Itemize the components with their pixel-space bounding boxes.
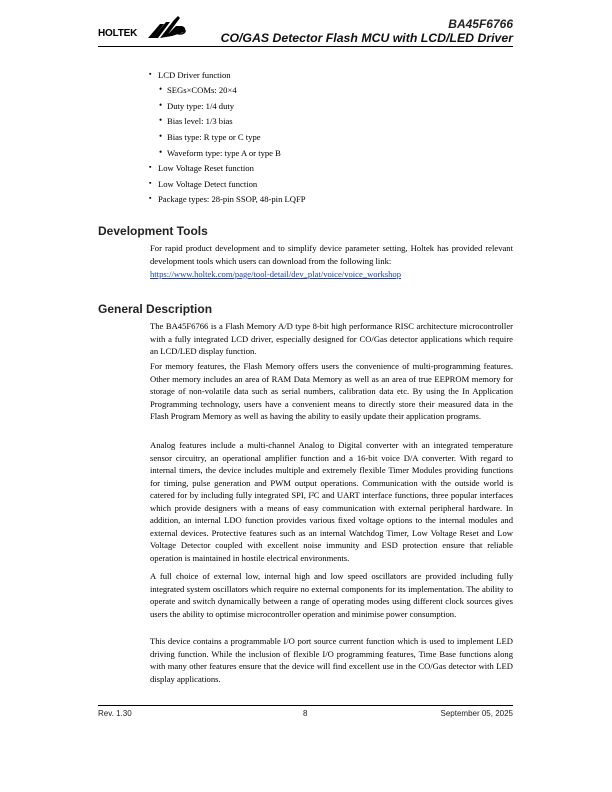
feature-item bbox=[149, 163, 254, 173]
feature-text: SEGs×COMs: 20×4 bbox=[167, 85, 237, 95]
feature-text: Low Voltage Reset function bbox=[158, 163, 254, 173]
bullet-icon: • bbox=[159, 84, 163, 94]
bullet-icon: • bbox=[159, 100, 163, 110]
part-number: BA45F6766 bbox=[448, 17, 513, 31]
logo-emblem-icon bbox=[146, 14, 188, 44]
feature-text: LCD Driver function bbox=[158, 70, 231, 80]
section-heading-general-description: General Description bbox=[98, 302, 213, 316]
bullet-icon: ▪ bbox=[149, 179, 152, 187]
description-paragraph: A full choice of external low, internal high and low speed oscillators are provided including fully integrated system oscillators which require no external components for its implementation. The ability to operate and switch dynamically between a range of operating modes using different clock sources gives users the ability to optimise microcontroller operation and minimise power consumption. bbox=[150, 571, 513, 619]
description-paragraph: Analog features include a multi-channel Analog to Digital converter with an integrated temperature sensor circuitry, an operational amplifier function and a 16-bit voice D/A converter. With regard to internal timers, the device includes multiple and extremely flexible Timer Modules providing functions for timing, pulse generation and PWM output operations. Communication with the outside world is catered for by including fully integrated SPI, I²C and UART interface functions, three popular interfaces which provide designers with a means of easy communication with external peripheral hardware. In addition, an internal LDO function provides various fixed voltage options to the internal modules and external devices. Protective features such as an internal Watchdog Timer, Low Voltage Reset and Low Voltage Detector coupled with excellent noise immunity and ESD protection ensure that reliable operation is maintained in hostile electrical environments. bbox=[150, 440, 513, 563]
feature-item bbox=[149, 179, 258, 189]
footer-divider bbox=[98, 705, 513, 706]
description-paragraph: This device contains a programmable I/O port source current function which is used to implement LED driving function. While the inclusion of flexible I/O programming features, Time Base functions along with many other features ensure that the device will find excellent use in the CO/Gas detector with LED display applications. bbox=[150, 636, 513, 684]
feature-item bbox=[149, 194, 306, 204]
feature-text: Duty type: 1/4 duty bbox=[167, 101, 235, 111]
feature-text: Package types: 28-pin SSOP, 48-pin LQFP bbox=[158, 194, 306, 204]
development-tools-text: For rapid product development and to simplify device parameter setting, Holtek has provided relevant development tools which users can download from the following link: bbox=[150, 243, 513, 266]
bullet-icon: ▪ bbox=[149, 194, 152, 202]
feature-subitem bbox=[159, 147, 281, 158]
page-number: 8 bbox=[303, 709, 308, 718]
logo-text: HOLTEK bbox=[98, 28, 138, 39]
development-tools-link[interactable]: https://www.holtek.com/page/tool-detail/dev_plat/voice/voice_workshop bbox=[150, 269, 401, 279]
document-date: September 05, 2025 bbox=[440, 709, 513, 718]
feature-subitem bbox=[159, 100, 235, 111]
bullet-icon: • bbox=[159, 115, 163, 125]
feature-text: Bias type: R type or C type bbox=[167, 132, 261, 142]
bullet-icon: • bbox=[159, 147, 163, 157]
feature-subitem bbox=[159, 84, 237, 95]
document-subtitle: CO/GAS Detector Flash MCU with LCD/LED Driver bbox=[220, 31, 513, 45]
feature-text: Waveform type: type A or type B bbox=[167, 148, 281, 158]
header-divider bbox=[98, 46, 513, 47]
description-paragraph: The BA45F6766 is a Flash Memory A/D type 8-bit high performance RISC architecture microcontroller with a fully integrated LCD driver, especially designed for CO/Gas detector applications which require an LCD/LED display function. bbox=[150, 321, 513, 356]
description-paragraph: For memory features, the Flash Memory offers users the convenience of multi-programming features. Other memory includes an area of RAM Data Memory as well as an area of true EEPROM memory for storage of non-volatile data such as serial numbers, calibration data etc. By using the In Application Programming technology, users have a convenient means to directly store their measured data in the Flash Program Memory as well as having the ability to easily update their application programs. bbox=[150, 361, 513, 421]
feature-text: Low Voltage Detect function bbox=[158, 179, 258, 189]
holtek-logo bbox=[98, 14, 190, 44]
bullet-icon: ▪ bbox=[149, 163, 152, 171]
feature-subitem bbox=[159, 131, 261, 142]
bullet-icon: • bbox=[159, 131, 163, 141]
feature-subitem bbox=[159, 115, 233, 126]
bullet-icon: ▪ bbox=[149, 70, 152, 78]
section-heading-development-tools: Development Tools bbox=[98, 224, 208, 238]
revision-label: Rev. 1.30 bbox=[98, 709, 132, 718]
feature-item bbox=[149, 70, 231, 80]
feature-text: Bias level: 1/3 bias bbox=[167, 116, 233, 126]
